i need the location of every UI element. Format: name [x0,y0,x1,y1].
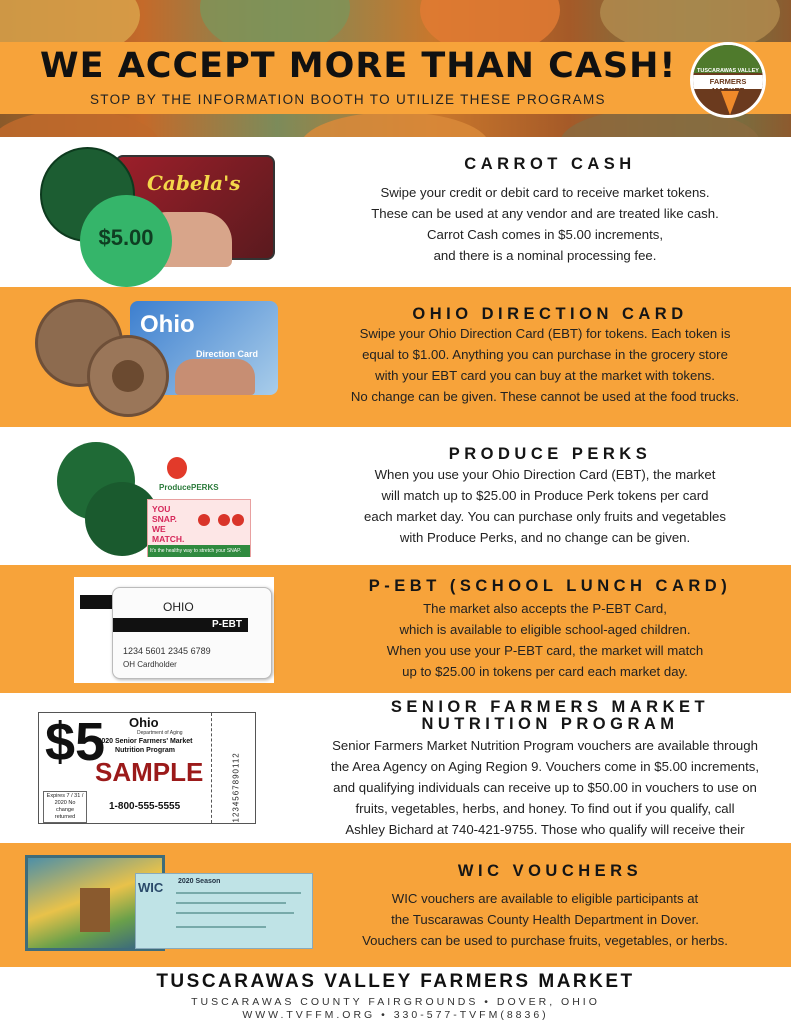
logo-text-main: FARMERS MARKET [709,77,747,95]
carrot-token-green [80,195,172,287]
header-photo-banner [0,0,791,137]
logo-text-top: TUSCARAWAS VALLEY [697,68,759,74]
ohio-card-subtitle: Direction Card [196,349,259,359]
wic-brand: WIC [138,880,164,895]
divider [176,902,286,904]
body-line: The market also accepts the P-EBT Card, [423,601,667,616]
voucher-stamp: SAMPLE [95,757,204,787]
section-body [285,182,791,266]
section-title [290,699,791,733]
footer-address: TUSCARAWAS COUNTY FAIRGROUNDS • DOVER, OHIO [191,996,600,1008]
section-pebt [0,565,791,693]
body-line: fruits, vegetables, herbs, and honey. To find out if you qualify, call [355,801,735,816]
body-line: with your EBT card you can buy at the market with tokens. [375,368,715,383]
body-line: No change can be given. These cannot be used at the food trucks. [350,389,740,404]
body-line: WIC vouchers are available to eligible participants at [391,891,699,906]
market-logo [690,42,766,118]
produce-perks-graphic [55,437,255,562]
carrot-icon [721,91,739,115]
body-line: Carrot Cash comes in $5.00 increments, [426,227,663,242]
divider [176,926,266,928]
body-line: and there is a nominal processing fee. [433,248,657,263]
voucher-serial: 1234567890112 [231,752,241,823]
pebt-graphic [74,577,274,683]
body-line: Ashley Bichard at 740-421-9755. Those who qualify will receive their [345,822,745,837]
perks-tagline: It's the healthy way to stretch your SNAP. [148,545,250,557]
windmill-icon [80,888,110,932]
card-stripe [113,618,248,632]
footer-contact: WWW.TVFFM.ORG • 330-577-TVFM(8836) [242,1009,549,1021]
body-line: Swipe your Ohio Direction Card (EBT) for tokens. Each token is [359,326,731,341]
pebt-state: OHIO [163,600,194,614]
section-body [285,464,791,548]
section-title-line: SENIOR FARMERS MARKET [390,698,710,716]
divider [176,912,294,914]
pebt-card-type: P-EBT [212,619,242,630]
body-line: up to $25.00 in tokens per card each market day. [402,664,688,679]
body-line: Swipe your credit or debit card to receive market tokens. [380,185,710,200]
gourd-decoration [0,110,160,137]
divider [176,892,301,894]
perks-promo: YOU SNAP. WE MATCH. [152,504,185,544]
tomato-icon [198,514,210,526]
section-ohio-direction-card [0,287,791,427]
body-line: each market day. You can purchase only fruits and vegetables [364,509,726,524]
title-banner [0,42,791,114]
body-line: Senior Farmers Market Nutrition Program vouchers are available through [332,738,758,753]
wic-graphic [25,855,320,955]
body-line: will match up to $25.00 in Produce Perk tokens per card [381,488,709,503]
voucher-program: 2020 Senior Farmers' Market Nutrition Program [97,738,193,754]
ohio-direction-graphic [35,295,285,420]
body-line: which is available to eligible school-aged children. [399,622,691,637]
section-body [285,323,791,407]
body-line: the Area Agency on Aging Region 9. Vouchers come in $5.00 increments, [330,759,760,774]
carrot-cash-graphic [40,147,280,282]
body-line: Vouchers can be used to purchase fruits, vegetables, or herbs. [362,933,728,948]
body-line: equal to $1.00. Anything you can purchase in the grocery store [362,347,728,362]
tomato-icon [218,514,230,526]
section-title: PRODUCE PERKS [448,445,652,463]
voucher-expires: Expires 7 / 31 / 2020 No change returned [43,791,87,823]
page-subtitle: STOP BY THE INFORMATION BOOTH TO UTILIZE THESE PROGRAMS [90,92,606,107]
body-line: the Tuscarawas County Health Department in Dover. [391,912,699,927]
voucher-dept: Department of Aging [137,730,183,736]
voucher-state: Ohio [129,715,159,730]
wooden-token [87,335,169,417]
section-title-line: NUTRITION PROGRAM [421,715,679,733]
voucher-perforation [211,713,212,823]
body-line: When you use your P-EBT card, the market will match [386,643,704,658]
wic-season: 2020 Season [178,878,221,885]
tomato-icon [232,514,244,526]
pebt-card-image [112,587,272,679]
body-line: These can be used at any vendor and are treated like cash. [371,206,719,221]
body-line: and qualifying individuals can receive up to $50.00 in vouchers to use on [333,780,757,795]
section-senior-fmnp [0,693,791,843]
section-title: WIC VOUCHERS [457,862,643,880]
section-wic [0,843,791,967]
apple-icon [167,457,187,479]
section-title: CARROT CASH [464,155,636,173]
card-brand: Cabela's [147,171,241,195]
ohio-card-title: Ohio [140,311,195,338]
section-title: P-EBT (SCHOOL LUNCH CARD) [368,577,732,595]
voucher-phone: 1-800-555-5555 [109,801,181,812]
pebt-number: 1234 5601 2345 6789 [123,646,211,656]
section-carrot-cash [0,137,791,287]
voucher-amount: $5 [45,712,106,772]
footer-title: TUSCARAWAS VALLEY FARMERS MARKET [156,971,635,992]
section-title: OHIO DIRECTION CARD [412,305,688,323]
coin-icon [112,360,144,392]
body-line: with Produce Perks, and no change can be given. [399,530,691,545]
section-produce-perks [0,427,791,565]
page-title: WE ACCEPT MORE THAN CASH! [40,46,677,86]
perks-flyer [147,499,251,557]
body-line: When you use your Ohio Direction Card (EBT), the market [374,467,716,482]
token-value: $5.00 [98,225,154,250]
senior-voucher-image [38,712,256,824]
thumb-image [175,359,255,395]
perks-brand: ProducePERKS [159,483,219,492]
gourd-decoration [300,112,490,137]
section-body [285,598,791,682]
pebt-holder: OH Cardholder [123,660,177,669]
section-body [285,888,791,951]
